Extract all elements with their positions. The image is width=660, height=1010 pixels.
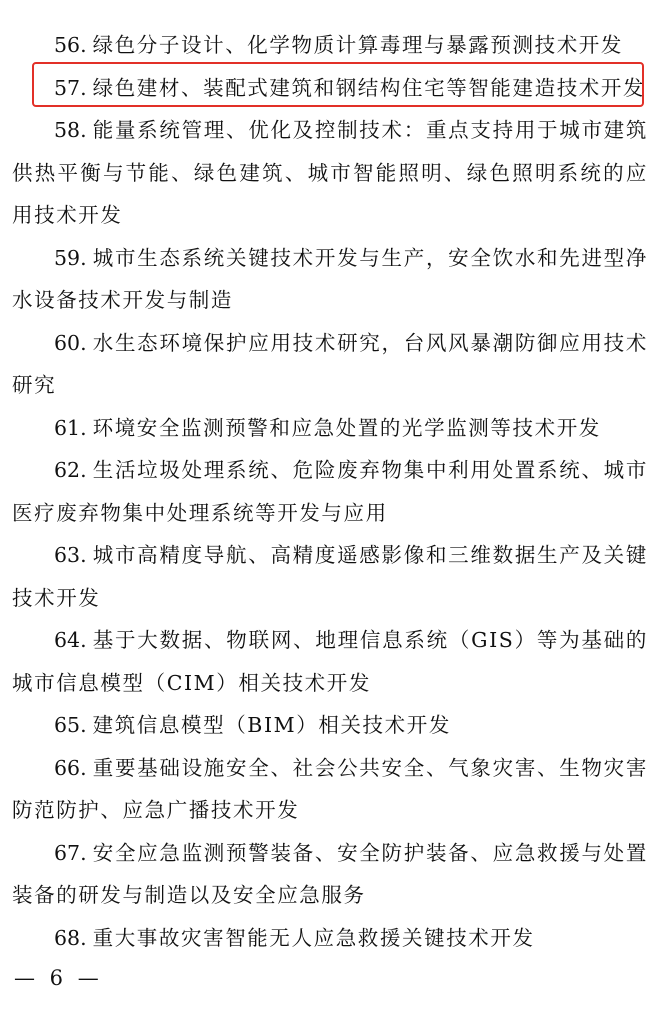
page-number: — 6 — [14,966,103,990]
item-text: 城市生态系统关键技术开发与生产，安全饮水和先进型净水设备技术开发与制造 [12,245,648,312]
item-number: 57. [54,75,87,100]
document-body [12,24,648,959]
item-text: 环境安全监测预警和应急处置的光学监测等技术开发 [92,415,601,440]
item-number: 63. [54,543,87,567]
item-number: 60. [54,330,87,355]
item-number: 65. [54,713,87,737]
item-text: 城市高精度导航、高精度遥感影像和三维数据生产及关键技术开发 [12,543,648,610]
item-number: 67. [54,840,87,865]
item-text: 水生态环境保护应用技术研究，台风风暴潮防御应用技术研究 [12,330,648,397]
item-number: 58. [54,118,87,142]
list-item-63 [12,534,648,619]
list-item-59 [12,237,648,322]
item-text: 重大事故灾害智能无人应急救援关键技术开发 [92,925,535,950]
list-item-62 [12,449,648,534]
item-text: 基于大数据、物联网、地理信息系统（GIS）等为基础的城市信息模型（CIM）相关技术开发 [12,628,648,695]
list-item-61 [12,407,648,450]
item-text: 生活垃圾处理系统、危险废弃物集中利用处置系统、城市医疗废弃物集中处理系统等开发与应用 [12,458,648,525]
list-item-66 [12,747,648,832]
item-number: 62. [54,458,87,482]
item-text: 重要基础设施安全、社会公共安全、气象灾害、生物灾害防范防护、应急广播技术开发 [12,755,648,822]
item-text: 绿色分子设计、化学物质计算毒理与暴露预测技术开发 [92,33,624,57]
list-item-58 [12,109,648,237]
item-text: 能量系统管理、优化及控制技术：重点支持用于城市建筑供热平衡与节能、绿色建筑、城市智能照明、绿色照明系统的应用技术开发 [12,118,648,227]
item-text: 建筑信息模型（BIM）相关技术开发 [92,713,451,737]
list-item-60 [12,322,648,407]
list-item-57 [12,67,648,110]
item-number: 64. [54,628,87,652]
list-item-68 [12,917,648,960]
item-number: 68. [54,925,87,950]
list-item-64 [12,619,648,704]
item-number: 59. [54,245,87,270]
list-item-65 [12,704,648,747]
list-item-56 [12,24,648,67]
item-number: 66. [54,755,87,780]
item-text: 安全应急监测预警装备、安全防护装备、应急救援与处置装备的研发与制造以及安全应急服务 [12,840,648,907]
item-number: 61. [54,415,87,440]
list-item-67 [12,832,648,917]
item-number: 56. [54,33,87,57]
item-text: 绿色建材、装配式建筑和钢结构住宅等智能建造技术开发 [92,75,646,100]
